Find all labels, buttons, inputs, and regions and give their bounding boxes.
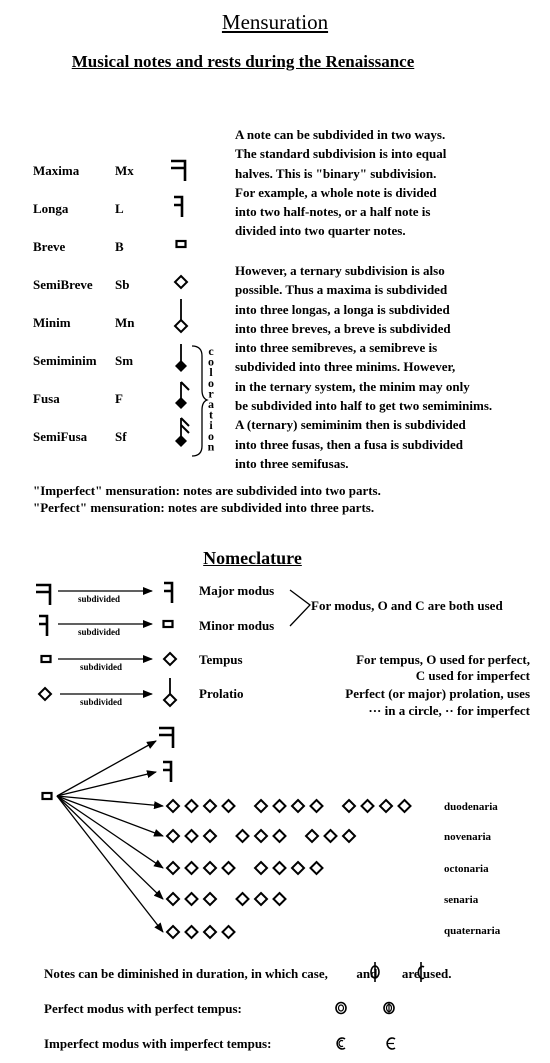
semibreve-icon (167, 893, 179, 905)
note-name-semifusa: SemiFusa (33, 429, 88, 444)
nomenclature-title: Nomeclature (203, 548, 302, 568)
imperfect-modus-line: Imperfect modus with imperfect tempus: (44, 1036, 272, 1051)
modus-rule: For modus, O and C are both used (311, 598, 503, 613)
cut-c-icon (418, 962, 424, 982)
note-name-breve: Breve (33, 239, 66, 254)
maxima-nom-icon (36, 585, 50, 605)
text-line: A note can be subdivided in two ways. (235, 127, 446, 142)
fan-arrows (57, 741, 163, 932)
text-line: into three fusas, then a fusa is subdivided (235, 436, 464, 452)
note-name-maxima: Maxima (33, 163, 80, 178)
breve-source-icon (43, 793, 52, 799)
longa-nom-icon (164, 583, 172, 603)
semibreve-icon (325, 830, 337, 842)
level-minor-modus: Minor modus (199, 618, 275, 633)
perfect-tempus-sign-icon (384, 1002, 394, 1014)
division-label-quaternaria: quaternaria (444, 925, 501, 937)
arrow-label-maxima: subdivided (78, 594, 121, 604)
text-line: into three semibreves, a semibreve is (235, 340, 438, 356)
semibreve-icon (399, 800, 411, 812)
coloration-label: c o l o r a t i o n (207, 344, 215, 454)
level-prolatio: Prolatio (199, 686, 244, 701)
semibreve-icon (186, 926, 198, 938)
semibreve-icon (223, 800, 235, 812)
level-major-modus: Major modus (199, 583, 275, 598)
note-abbr-fusa: F (115, 391, 123, 406)
note-abbr-minim: Mn (115, 315, 135, 330)
longa-note-icon (174, 197, 182, 217)
note-abbr-breve: B (115, 239, 124, 254)
semibreve-icon (186, 862, 198, 874)
division-label-novenaria: novenaria (444, 831, 492, 843)
semibreve-icon (167, 800, 179, 812)
division-label-duodenaria: duodenaria (444, 801, 498, 813)
note-name-semiminim: Semiminim (33, 353, 97, 368)
semibreve-icon (204, 862, 216, 874)
arrow-label-longa: subdivided (78, 627, 121, 637)
note-abbr-semifusa: Sf (115, 429, 127, 444)
semibreve-icon (274, 862, 286, 874)
text-line: divided into two quarter notes. (235, 223, 406, 239)
semibreve-icon (237, 893, 249, 905)
semibreve-icon (343, 830, 355, 842)
semibreve-icon (204, 800, 216, 812)
note-abbr-longa: L (115, 201, 124, 216)
semibreve-icon (186, 800, 198, 812)
text-line: The standard subdivision is into equal (235, 146, 447, 162)
arrow-label-breve: subdivided (80, 662, 123, 672)
semibreve-icon (306, 830, 318, 842)
note-name-fusa: Fusa (33, 391, 60, 406)
semibreve-icon (311, 862, 323, 874)
page-subtitle: Musical notes and rests during the Renaissance (71, 52, 415, 71)
imperfect-tempus-sign-icon (387, 1038, 395, 1049)
diminution-are-used: are used. (401, 966, 452, 981)
breve-nom-icon (42, 656, 51, 662)
text-line: into two half-notes, or a half note is (235, 204, 431, 220)
minim-nom-icon (164, 678, 176, 706)
semibreve-icon (204, 926, 216, 938)
coloration-brace (192, 346, 207, 456)
semibreve-icon (255, 830, 267, 842)
semibreve-icon (186, 830, 198, 842)
semibreve-icon (167, 926, 179, 938)
semifusa-note-icon (175, 418, 189, 447)
semibreve-icon (204, 830, 216, 842)
semiminim-note-icon (175, 344, 187, 372)
fusa-note-icon (175, 382, 189, 409)
semibreve-icon (167, 830, 179, 842)
semibreve-icon (255, 862, 267, 874)
imperfect-definition: "Imperfect" mensuration: notes are subdivided into two parts. (33, 483, 381, 498)
text-line: subdivided into three minims. However, (235, 359, 456, 375)
semibreve-icon (223, 862, 235, 874)
diminution-and: and (356, 966, 378, 981)
note-abbr-semiminim: Sm (115, 353, 134, 368)
semibreve-icon (343, 800, 355, 812)
perfect-definition: "Perfect" mensuration: notes are subdivided into three parts. (33, 500, 375, 515)
note-name-semibreve: SemiBreve (33, 277, 93, 292)
semibreve-icon (274, 800, 286, 812)
division-label-octonaria: octonaria (444, 863, 489, 875)
semibreve-icon (380, 800, 392, 812)
breve-note-icon (177, 241, 186, 247)
semibreve-icon (292, 862, 304, 874)
perfect-modus-sign-icon (336, 1003, 346, 1014)
arrow-label-semibreve: subdivided (80, 697, 123, 707)
semibreve-icon (204, 893, 216, 905)
text-line: However, a ternary subdivision is also (235, 263, 445, 278)
semibreve-icon (255, 800, 267, 812)
text-line: in the ternary system, the minim may only (235, 378, 470, 394)
tempus-rule-line2: C used for imperfect (415, 668, 530, 683)
note-name-longa: Longa (33, 201, 69, 216)
text-line: into three semifusas. (235, 455, 349, 471)
semibreve-icon (186, 893, 198, 905)
semibreve-icon (223, 926, 235, 938)
note-name-minim: Minim (33, 315, 71, 330)
cut-circle-icon (371, 962, 379, 982)
diminution-text: Notes can be diminished in duration, in which case, (44, 966, 328, 981)
breve-nom-icon (164, 621, 173, 627)
semibreve-icon (274, 830, 286, 842)
perfect-modus-line: Perfect modus with perfect tempus: (44, 1001, 242, 1016)
semibreve-icon (167, 862, 179, 874)
imperfect-modus-sign-icon (337, 1038, 345, 1049)
semibreve-icon (237, 830, 249, 842)
level-tempus: Tempus (199, 652, 243, 667)
semibreve-icon (274, 893, 286, 905)
longa-nom-icon (39, 616, 47, 636)
note-abbr-maxima: Mx (115, 163, 134, 178)
text-line: possible. Thus a maxima is subdivided (235, 282, 448, 298)
tempus-rule-line1: For tempus, O used for perfect, (356, 652, 530, 667)
semibreve-icon (311, 800, 323, 812)
semibreve-icon (255, 893, 267, 905)
maxima-note-icon (171, 161, 185, 181)
semibreve-note-icon (175, 276, 187, 288)
modus-bracket (290, 590, 310, 626)
longa-target-icon (163, 762, 171, 782)
semibreve-icon (362, 800, 374, 812)
text-line: into three longas, a longa is subdivided (235, 301, 450, 317)
text-line: be subdivided into half to get two semiminims. (235, 398, 493, 414)
semibreve-nom-icon (164, 653, 176, 665)
text-line: halves. This is "binary" subdivision. (235, 165, 437, 181)
text-line: A (ternary) semiminim then is subdivided (235, 417, 466, 433)
prolatio-rule-line1: Perfect (or major) prolation, uses (345, 686, 530, 701)
division-label-senaria: senaria (444, 894, 479, 906)
semibreve-rows (167, 800, 411, 938)
prolatio-rule-line2: ··· in a circle, ·· for imperfect (368, 703, 530, 718)
text-line: For example, a whole note is divided (235, 184, 437, 200)
note-abbr-semibreve: Sb (115, 277, 130, 292)
text-line: into three breves, a breve is subdivided (235, 320, 451, 336)
page-title: Mensuration (221, 10, 329, 34)
maxima-target-icon (159, 728, 173, 748)
semibreve-icon (292, 800, 304, 812)
semibreve-nom-icon (39, 688, 51, 700)
minim-note-icon (175, 299, 187, 332)
